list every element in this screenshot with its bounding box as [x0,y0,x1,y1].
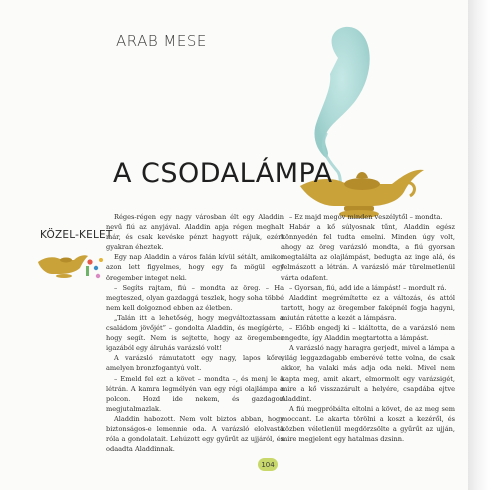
paragraph: – Ez majd megóv minden veszélytől – mondta. [289,213,443,221]
paragraph: Aladdint megrémítette ez a változás, és attól tartott, hogy az öregember faképnél fogja hagyni, miután rátette a kezét a lámpásra. [281,293,455,322]
paragraph: – Emeld fel ezt a követ – mondta –, és menj le a létrán. A kamra legmélyén van egy régi olajlámpa a polcon. Hozd ide nekem, és gazdagon megjutalmazlak. [106,374,284,413]
story-title: A CSODALÁMPA [113,158,333,189]
region-label: KÖZEL-KELET [40,229,113,241]
paragraph: „Talán itt a lehetőség, hogy megváltoztassam a családom jövőjét” – gondolta Aladdin, és megígérte, hogy segít. Nem is sejtette, hogy az öregember igazából egy álruhás varázsló volt! [106,313,284,353]
paragraph: Aladdin habozott. Nem volt biztos abban, hogy biztonságos-e lemennie oda. A varázsló elolvasta róla a gondolatait. Lehúzott egy gyűrűt az ujjáról, és odaadta Aladdinnak. [106,414,284,454]
text-column-right [281,212,455,444]
paragraph: – Segíts rajtam, fiú – mondta az öreg. – Ha megteszed, olyan gazdaggá teszlek, hogy soha többé nem kell dolgoznod ebben az életben. [106,283,284,312]
paragraph: A varázsló rámutatott egy nagy, lapos kőre, amelyen bronzfogantyú volt. [106,354,284,373]
paragraph: Egy nap Aladdin a város falán kívül sétált, amikor azon lett figyelmes, hogy egy fa mögül egy öregember integet neki. [106,253,284,282]
page-number-badge: 104 [258,458,278,471]
story-kicker: ARAB MESE [116,32,207,50]
paragraph: A varázsló nagy haragra gerjedt, mivel a lámpa a világ leggazdagabb emberévé tette volna, de csak akkor, ha valaki más adja oda neki. Mivel nem kapta meg, amit akart, elmormolt egy varázsigét, mire a kő visszazárult a helyére, csapdába ejtve Aladdint. [281,344,455,403]
paragraph: A fiú megpróbálta eltolni a követ, de az meg sem moccant. Le akarta törölni a koszt a kezéről, és közben véletlenül megdörzsölte a gyűrűt az ujján, mire megjelent egy hatalmas dzsinn. [281,404,455,444]
paragraph: – Gyorsan, fiú, add ide a lámpást! – mordult rá. [289,283,447,292]
paragraph: – Előbb engedj ki – kiáltotta, de a varázsló nem engedte, így Aladdin megtartotta a lámpást. [281,324,455,343]
text-column-left [106,212,284,454]
paragraph: Réges-régen egy nagy városban élt egy Aladdin nevű fiú az anyjával. Aladdin apja régen meghalt már, és csak kevéske pénzt hagyott rájuk, ezért gyakran éheztek. [106,213,284,252]
paragraph: Habár a kő súlyosnak tűnt, Aladdin egész könnyedén fel tudta emelni. Minden úgy volt, ahogy az öreg varázsló mondta, a fiú gyorsan megtalálta az olajlámpást, bedugta az inge alá, és felmászott a létrán. A varázsló már türelmetlenül várta odafent. [281,223,455,282]
